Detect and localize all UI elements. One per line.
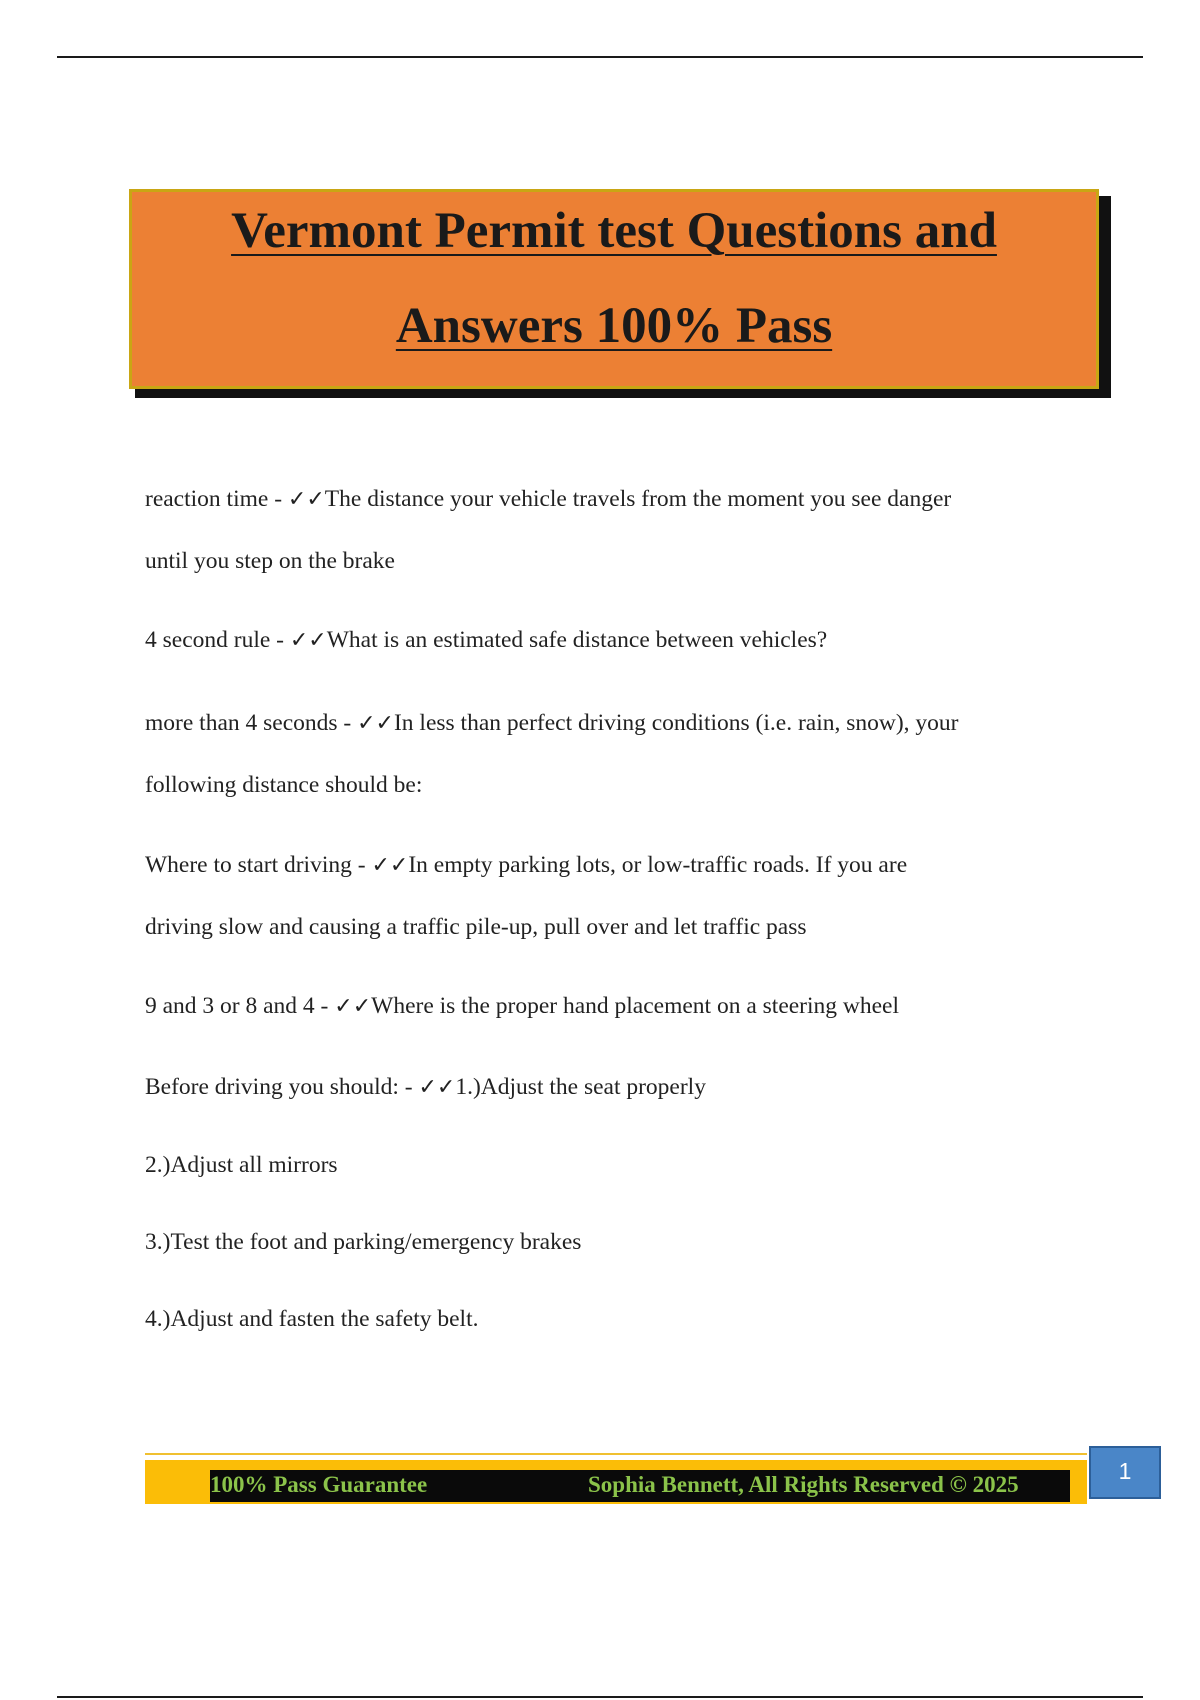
qa-continuation: driving slow and causing a traffic pile-up, pull over and let traffic pass bbox=[145, 914, 807, 940]
qa-continuation: following distance should be: bbox=[145, 772, 423, 798]
qa-continuation: 3.)Test the foot and parking/emergency brakes bbox=[145, 1229, 582, 1255]
qa-term: Where to start driving - bbox=[145, 852, 372, 878]
qa-line-1 bbox=[145, 486, 951, 513]
qa-definition: 1.)Adjust the seat properly bbox=[455, 1074, 706, 1100]
checkmark-icon: ✓✓ bbox=[287, 487, 325, 512]
qa-line-7 bbox=[145, 914, 807, 941]
qa-line-3 bbox=[145, 627, 827, 654]
footer-copyright: Sophia Bennett, All Rights Reserved © 2025 bbox=[588, 1472, 1019, 1497]
qa-line-2 bbox=[145, 548, 395, 575]
qa-definition: In empty parking lots, or low-traffic roads. If you are bbox=[408, 852, 908, 878]
qa-definition: What is an estimated safe distance between vehicles? bbox=[326, 627, 828, 653]
qa-continuation: until you step on the brake bbox=[145, 548, 395, 574]
qa-line-9 bbox=[145, 1074, 706, 1101]
qa-continuation: 4.)Adjust and fasten the safety belt. bbox=[145, 1306, 479, 1332]
title-box bbox=[129, 189, 1099, 389]
qa-line-11 bbox=[145, 1229, 581, 1256]
qa-line-8 bbox=[145, 993, 899, 1020]
qa-line-4 bbox=[145, 710, 959, 737]
qa-definition: The distance your vehicle travels from the moment you see danger bbox=[324, 486, 952, 512]
checkmark-icon: ✓✓ bbox=[357, 711, 394, 736]
checkmark-icon: ✓✓ bbox=[334, 994, 372, 1019]
qa-line-10 bbox=[145, 1152, 338, 1179]
checkmark-icon: ✓✓ bbox=[418, 1075, 456, 1100]
qa-line-12 bbox=[145, 1306, 478, 1333]
qa-continuation: 2.)Adjust all mirrors bbox=[145, 1152, 338, 1178]
footer-guarantee: 100% Pass Guarantee bbox=[210, 1472, 428, 1497]
checkmark-icon: ✓✓ bbox=[289, 628, 327, 653]
qa-term: 9 and 3 or 8 and 4 - bbox=[145, 993, 335, 1019]
qa-term: 4 second rule - bbox=[145, 627, 290, 653]
qa-term: reaction time - bbox=[145, 486, 288, 512]
qa-term: more than 4 seconds - bbox=[145, 710, 358, 736]
top-rule bbox=[57, 56, 1143, 58]
qa-term: Before driving you should: - bbox=[145, 1074, 419, 1100]
bottom-rule bbox=[57, 1696, 1143, 1698]
qa-definition: In less than perfect driving conditions (i.e. rain, snow), your bbox=[393, 710, 959, 736]
qa-definition: Where is the proper hand placement on a steering wheel bbox=[371, 993, 900, 1019]
title-line-1: Vermont Permit test Questions and bbox=[231, 203, 997, 259]
page-number: 1 bbox=[1089, 1446, 1161, 1499]
checkmark-icon: ✓✓ bbox=[371, 853, 409, 878]
title-line-2: Answers 100% Pass bbox=[395, 298, 833, 354]
qa-line-5 bbox=[145, 772, 422, 799]
footer-divider bbox=[145, 1453, 1087, 1455]
qa-line-6 bbox=[145, 852, 907, 879]
